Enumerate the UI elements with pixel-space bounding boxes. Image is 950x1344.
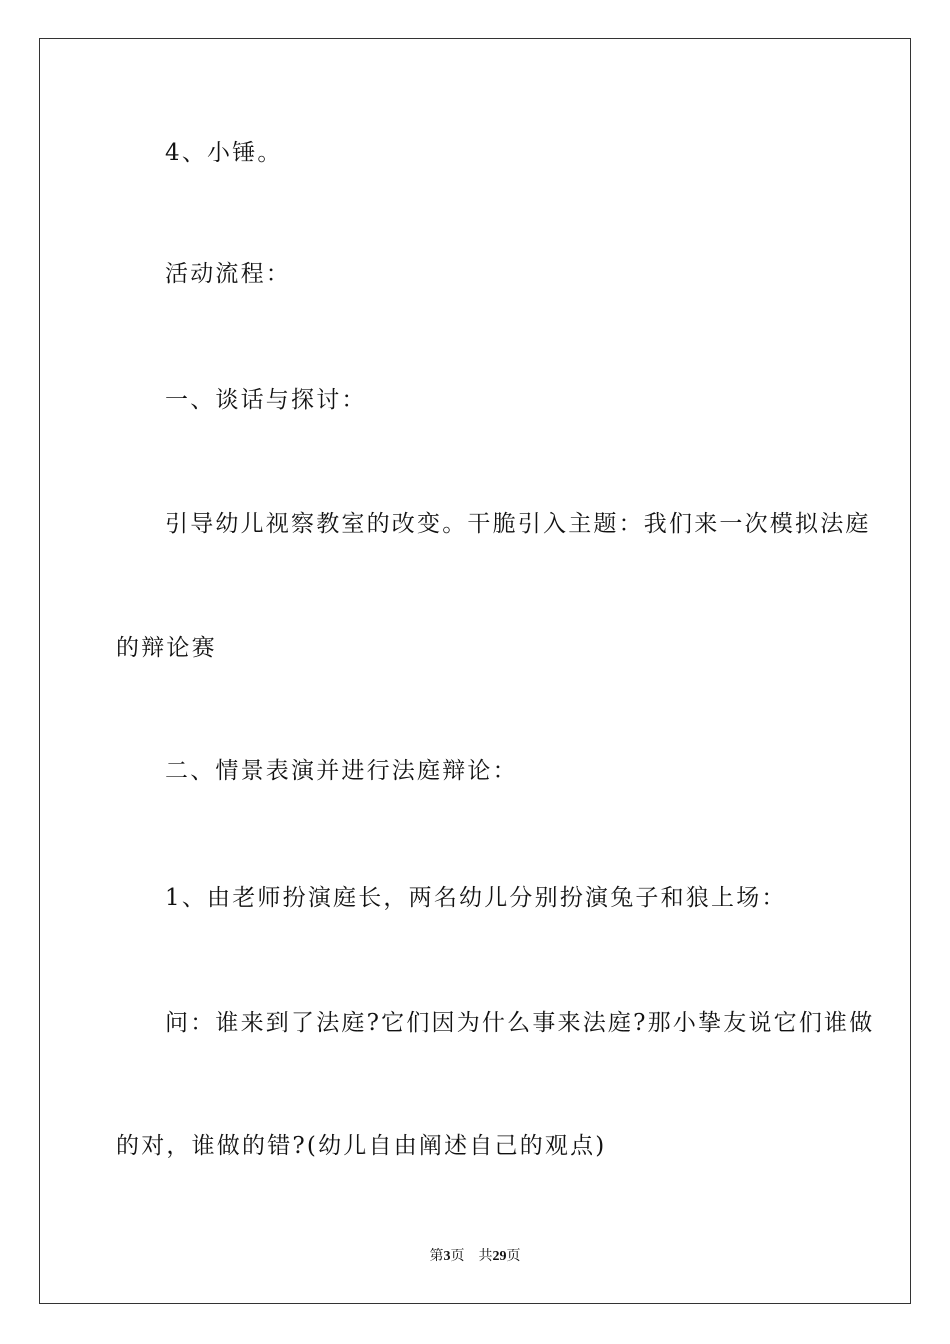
footer-page-number: 3 xyxy=(443,1249,451,1264)
footer-page-prefix: 第 xyxy=(429,1249,444,1264)
footer-page-suffix: 页 xyxy=(450,1249,465,1264)
paragraph-section-2: 二、情景表演并进行法庭辩论： xyxy=(165,758,518,784)
paragraph-guide-children: 引导幼儿视察教室的改变。干脆引入主题：我们来一次模拟法庭 xyxy=(165,511,871,537)
footer-total-prefix: 共 xyxy=(478,1249,493,1264)
page-border xyxy=(39,38,911,1304)
paragraph-guide-children-cont: 的辩论赛 xyxy=(116,635,217,661)
paragraph-question-cont: 的对，谁做的错?(幼儿自由阐述自己的观点) xyxy=(116,1133,607,1159)
page-footer xyxy=(0,1248,950,1266)
paragraph-step-1: 1、由老师扮演庭长，两名幼儿分别扮演兔子和狼上场： xyxy=(165,885,787,911)
footer-total-suffix: 页 xyxy=(506,1249,521,1264)
paragraph-question: 问：谁来到了法庭?它们因为什么事来法庭?那小挚友说它们谁做 xyxy=(165,1010,875,1036)
paragraph-activity-process: 活动流程： xyxy=(165,261,291,287)
paragraph-item-4: 4、小锤。 xyxy=(165,140,283,166)
paragraph-section-1: 一、谈话与探讨： xyxy=(165,387,367,413)
footer-total-number: 29 xyxy=(492,1249,507,1264)
